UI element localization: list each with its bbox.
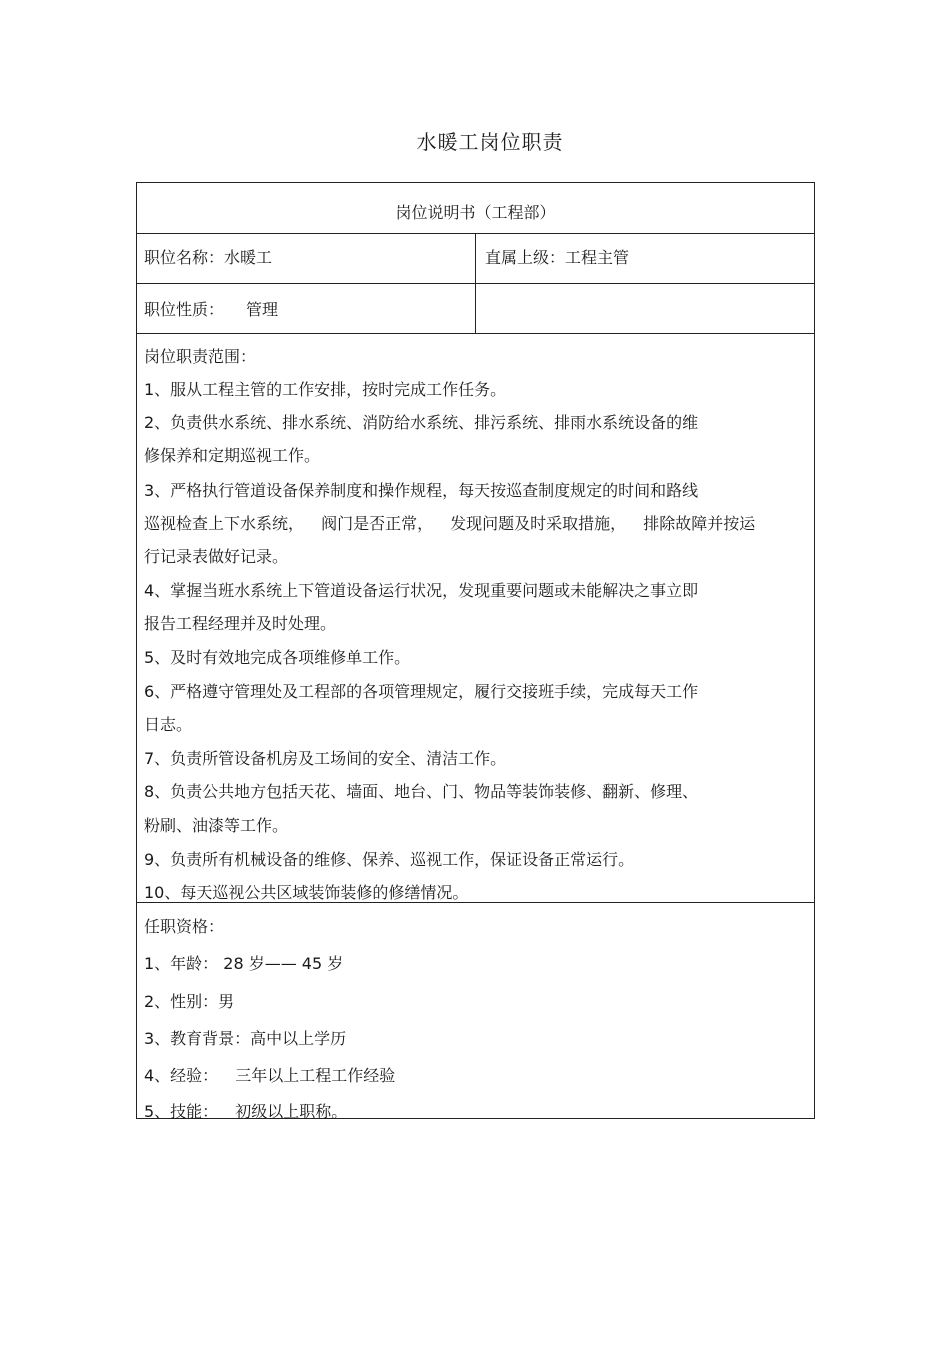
qualifications-heading: 任职资格：: [144, 917, 225, 936]
responsibility-line: 10、每天巡视公共区域装饰装修的修缮情况。: [144, 883, 469, 902]
supervisor-value: 工程主管: [565, 248, 630, 267]
position-name-label: 职位名称：: [144, 248, 225, 267]
row-divider: [137, 333, 814, 334]
position-name-value: 水暖工: [224, 248, 273, 267]
responsibility-line: 4、掌握当班水系统上下管道设备运行状况，发现重要问题或未能解决之事立即: [144, 581, 699, 600]
supervisor-cell: [485, 245, 629, 268]
position-name-cell: [144, 245, 272, 268]
responsibility-line: 5、及时有效地完成各项维修单工作。: [144, 648, 411, 667]
responsibility-line: 修保养和定期巡视工作。: [144, 446, 321, 465]
responsibility-line: 2、负责供水系统、排水系统、消防给水系统、排污系统、排雨水系统设备的维: [144, 413, 699, 432]
qualification-line: 4、经验： 三年以上工程工作经验: [144, 1066, 396, 1085]
column-divider: [475, 233, 476, 333]
responsibility-line: 报告工程经理并及时处理。: [144, 614, 337, 633]
document-title: 水暖工岗位职责: [416, 130, 564, 154]
responsibility-line: 7、负责所管设备机房及工场间的安全、清洁工作。: [144, 749, 507, 768]
responsibility-line: 日志。: [144, 715, 193, 734]
position-nature-cell: [144, 297, 278, 320]
responsibility-line: 粉刷、油漆等工作。: [144, 816, 289, 835]
responsibility-line: 6、严格遵守管理处及工程部的各项管理规定，履行交接班手续，完成每天工作: [144, 682, 699, 701]
responsibility-line: 行记录表做好记录。: [144, 547, 289, 566]
position-nature-label: 职位性质：: [144, 300, 225, 319]
position-nature-value: 管理: [246, 300, 279, 319]
responsibility-line: 9、负责所有机械设备的维修、保养、巡视工作，保证设备正常运行。: [144, 850, 635, 869]
table-header: 岗位说明书（工程部）: [395, 203, 556, 222]
responsibility-line: 1、服从工程主管的工作安排，按时完成工作任务。: [144, 380, 507, 399]
job-description-table: [136, 182, 815, 1119]
qualification-line: 5、技能： 初级以上职称。: [144, 1102, 348, 1121]
qualification-line: 1、年龄： 28 岁—— 45 岁: [144, 954, 344, 973]
qualification-line: 2、性别：男: [144, 992, 235, 1011]
responsibility-line: 3、严格执行管道设备保养制度和操作规程，每天按巡查制度规定的时间和路线: [144, 481, 699, 500]
supervisor-label: 直属上级：: [485, 248, 566, 267]
responsibility-line: 8、负责公共地方包括天花、墙面、地台、门、物品等装饰装修、翻新、修理、: [144, 782, 699, 801]
responsibilities-heading: 岗位职责范围：: [144, 347, 257, 366]
responsibility-line: 巡视检查上下水系统， 阀门是否正常， 发现问题及时采取措施， 排除故障并按运: [144, 514, 756, 533]
qualification-line: 3、教育背景：高中以上学历: [144, 1029, 347, 1048]
